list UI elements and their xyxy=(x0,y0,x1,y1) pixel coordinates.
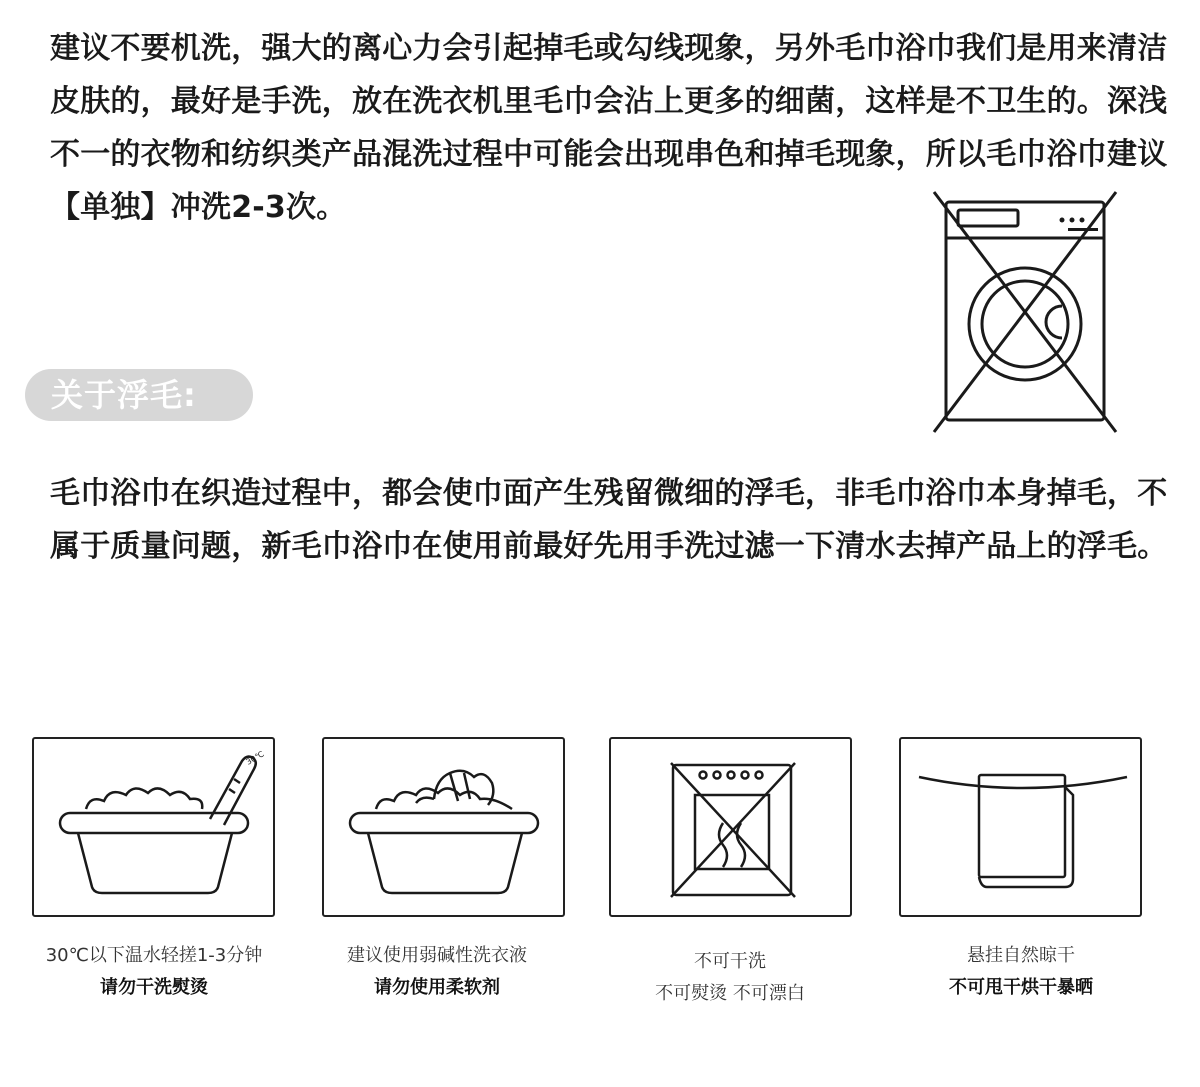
basin-thermometer-icon xyxy=(34,739,277,919)
hang-dry-icon xyxy=(901,739,1144,919)
care-caption-line2: 请勿干洗熨烫 xyxy=(100,977,208,998)
care-caption-2 xyxy=(307,940,567,1004)
no-machine-wash-icon xyxy=(930,188,1120,436)
care-caption-line1: 不可干洗 xyxy=(694,951,766,972)
care-card-4 xyxy=(899,737,1142,917)
care-caption-1 xyxy=(24,940,284,1004)
care-caption-line1: 30℃以下温水轻搓1-3分钟 xyxy=(45,945,263,966)
thermometer-label: 30℃ xyxy=(244,749,266,767)
section-title-badge: 关于浮毛: xyxy=(25,369,253,421)
care-card-3 xyxy=(609,737,852,917)
care-caption-line1: 建议使用弱碱性洗衣液 xyxy=(347,945,527,966)
care-caption-line2: 不可熨烫 不可漂白 xyxy=(655,983,805,1004)
care-caption-line2: 不可甩干烘干暴晒 xyxy=(949,977,1093,998)
care-card-1 xyxy=(32,737,275,917)
care-card-2 xyxy=(322,737,565,917)
care-caption-4 xyxy=(891,940,1151,1004)
intro-paragraph: 建议不要机洗，强大的离心力会引起掉毛或勾线现象，另外毛巾浴巾我们是用来清洁皮肤的，最好是手洗，放在洗衣机里毛巾会沾上更多的细菌，这样是不卫生的。深浅不一的衣物和纺织类产品混洗过程中可能会出现串色和掉毛现象，所以毛巾浴巾建议【单独】冲洗2-3次。 xyxy=(50,31,1168,225)
care-caption-line1: 悬挂自然晾干 xyxy=(967,945,1075,966)
care-caption-3 xyxy=(600,946,860,1010)
care-caption-line2: 请勿使用柔软剂 xyxy=(374,977,500,998)
basin-hand-wash-icon xyxy=(324,739,567,919)
section-paragraph: 毛巾浴巾在织造过程中，都会使巾面产生残留微细的浮毛，非毛巾浴巾本身掉毛，不属于质量问题，新毛巾浴巾在使用前最好先用手洗过滤一下清水去掉产品上的浮毛。 xyxy=(50,476,1168,564)
no-dry-clean-icon xyxy=(611,739,854,919)
